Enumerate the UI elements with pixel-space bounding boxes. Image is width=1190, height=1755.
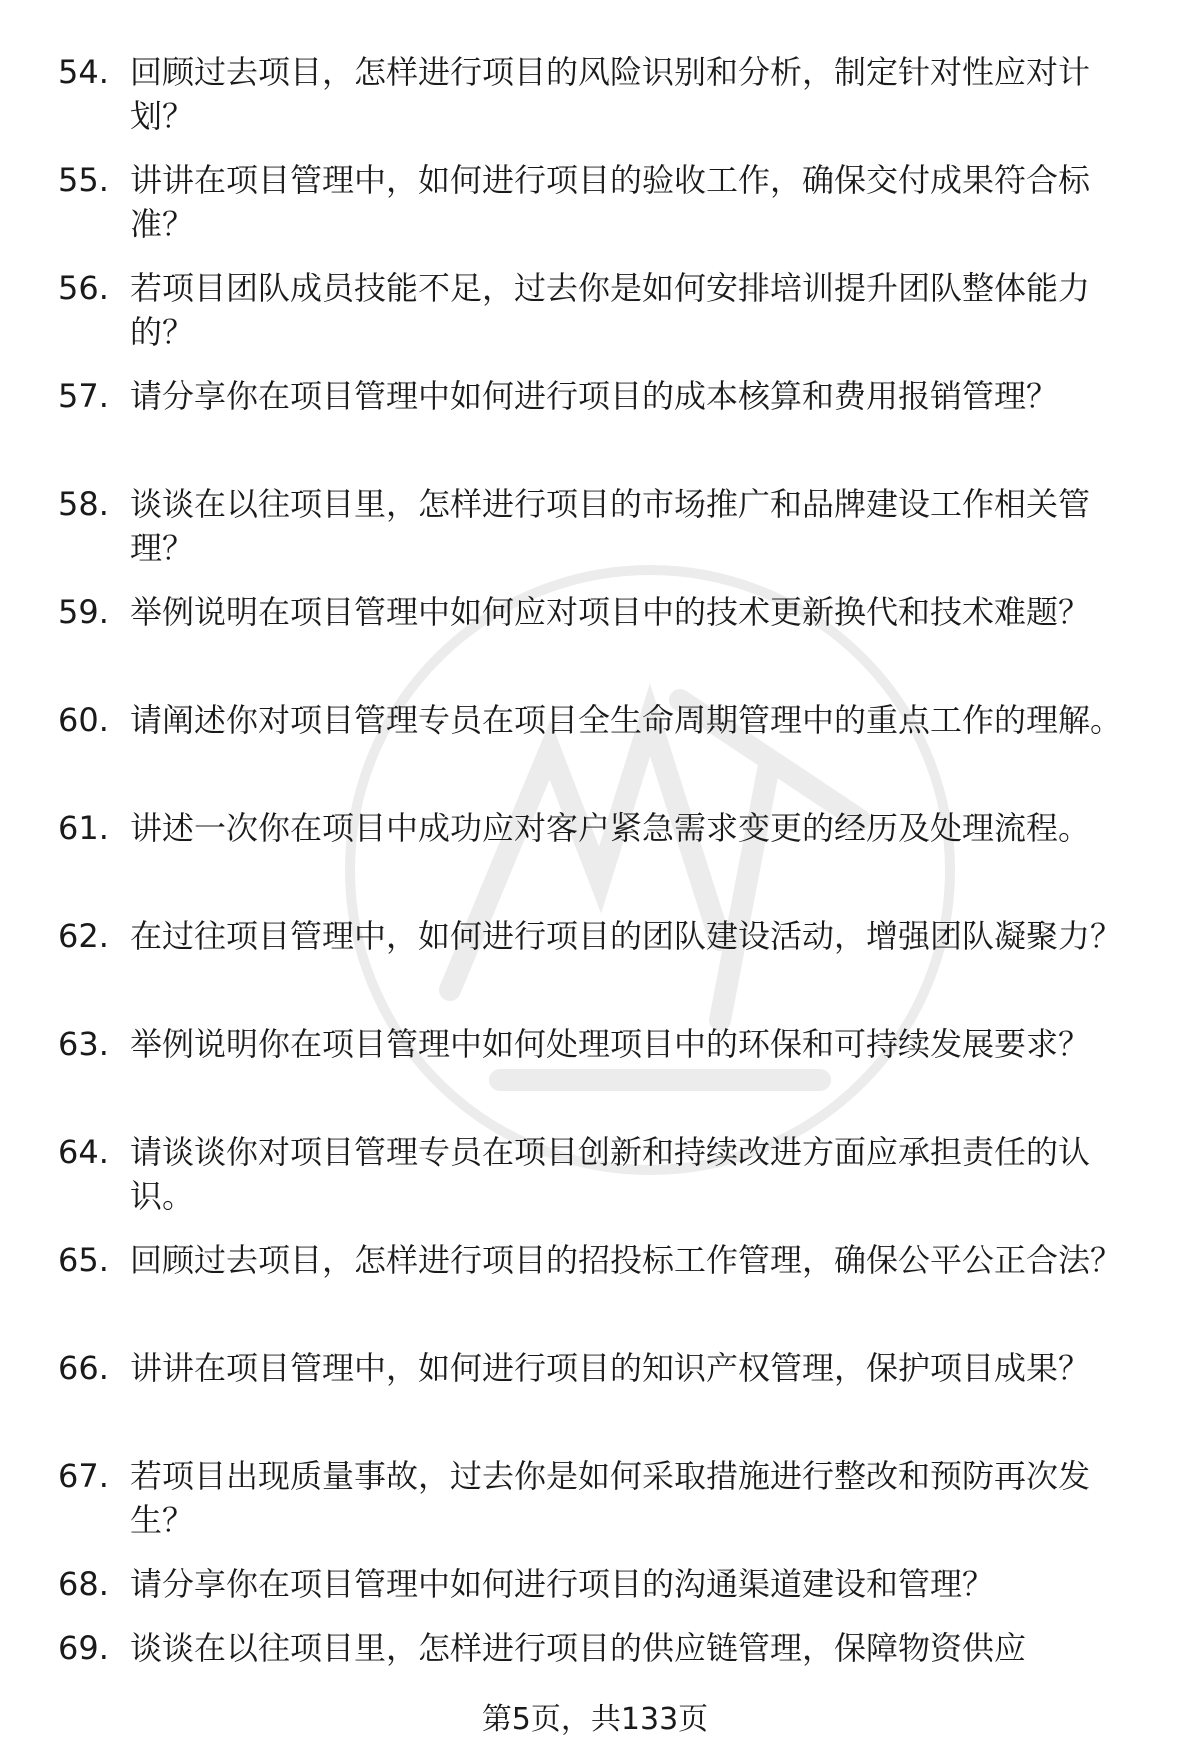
question-text: 谈谈在以往项目里，怎样进行项目的供应链管理，保障物资供应 [130, 1629, 1027, 1667]
list-item [58, 1238, 1148, 1326]
list-item [58, 1346, 1148, 1434]
question-text: 回顾过去项目，怎样进行项目的招投标工作管理，确保公平公正合法？ [130, 1241, 1123, 1279]
question-number: 69. [58, 1629, 109, 1667]
question-text: 讲述一次你在项目中成功应对客户紧急需求变更的经历及处理流程。 [130, 809, 1091, 847]
question-number: 58. [58, 485, 109, 523]
question-text: 讲讲在项目管理中，如何进行项目的验收工作，确保交付成果符合标准？ [130, 161, 1091, 243]
question-number: 62. [58, 917, 109, 955]
list-item [58, 590, 1148, 678]
list-item [58, 1454, 1148, 1542]
list-item [58, 50, 1148, 138]
question-text: 请阐述你对项目管理专员在项目全生命周期管理中的重点工作的理解。 [130, 701, 1123, 739]
list-item [58, 1130, 1148, 1218]
question-number: 63. [58, 1025, 109, 1063]
question-number: 66. [58, 1349, 109, 1387]
question-text: 举例说明在项目管理中如何应对项目中的技术更新换代和技术难题？ [130, 593, 1091, 631]
question-text: 讲讲在项目管理中，如何进行项目的知识产权管理，保护项目成果？ [130, 1349, 1091, 1387]
question-text: 请分享你在项目管理中如何进行项目的成本核算和费用报销管理？ [130, 377, 1059, 415]
question-number: 56. [58, 269, 109, 307]
list-item [58, 482, 1148, 570]
question-text: 回顾过去项目，怎样进行项目的风险识别和分析，制定针对性应对计划？ [130, 53, 1091, 135]
question-text: 若项目出现质量事故，过去你是如何采取措施进行整改和预防再次发生？ [130, 1457, 1091, 1539]
question-number: 65. [58, 1241, 109, 1279]
page-footer: 第5页，共133页 [481, 1702, 709, 1737]
question-text: 在过往项目管理中，如何进行项目的团队建设活动，增强团队凝聚力？ [130, 917, 1123, 955]
question-number: 61. [58, 809, 109, 847]
list-item [58, 914, 1148, 1002]
question-list [58, 50, 1148, 1690]
question-number: 54. [58, 53, 109, 91]
question-number: 57. [58, 377, 109, 415]
question-number: 59. [58, 593, 109, 631]
question-text: 请分享你在项目管理中如何进行项目的沟通渠道建设和管理？ [130, 1565, 995, 1603]
list-item [58, 374, 1148, 462]
list-item [58, 1626, 1148, 1670]
list-item [58, 698, 1148, 786]
question-text: 举例说明你在项目管理中如何处理项目中的环保和可持续发展要求？ [130, 1025, 1091, 1063]
list-item [58, 1022, 1148, 1110]
list-item [58, 1562, 1148, 1606]
question-number: 68. [58, 1565, 109, 1603]
question-number: 55. [58, 161, 109, 199]
list-item [58, 806, 1148, 894]
question-text: 谈谈在以往项目里，怎样进行项目的市场推广和品牌建设工作相关管理？ [130, 485, 1091, 567]
list-item [58, 266, 1148, 354]
question-number: 60. [58, 701, 109, 739]
question-number: 64. [58, 1133, 109, 1171]
question-text: 请谈谈你对项目管理专员在项目创新和持续改进方面应承担责任的认识。 [130, 1133, 1091, 1215]
question-text: 若项目团队成员技能不足，过去你是如何安排培训提升团队整体能力的？ [130, 269, 1091, 351]
question-number: 67. [58, 1457, 109, 1495]
list-item [58, 158, 1148, 246]
